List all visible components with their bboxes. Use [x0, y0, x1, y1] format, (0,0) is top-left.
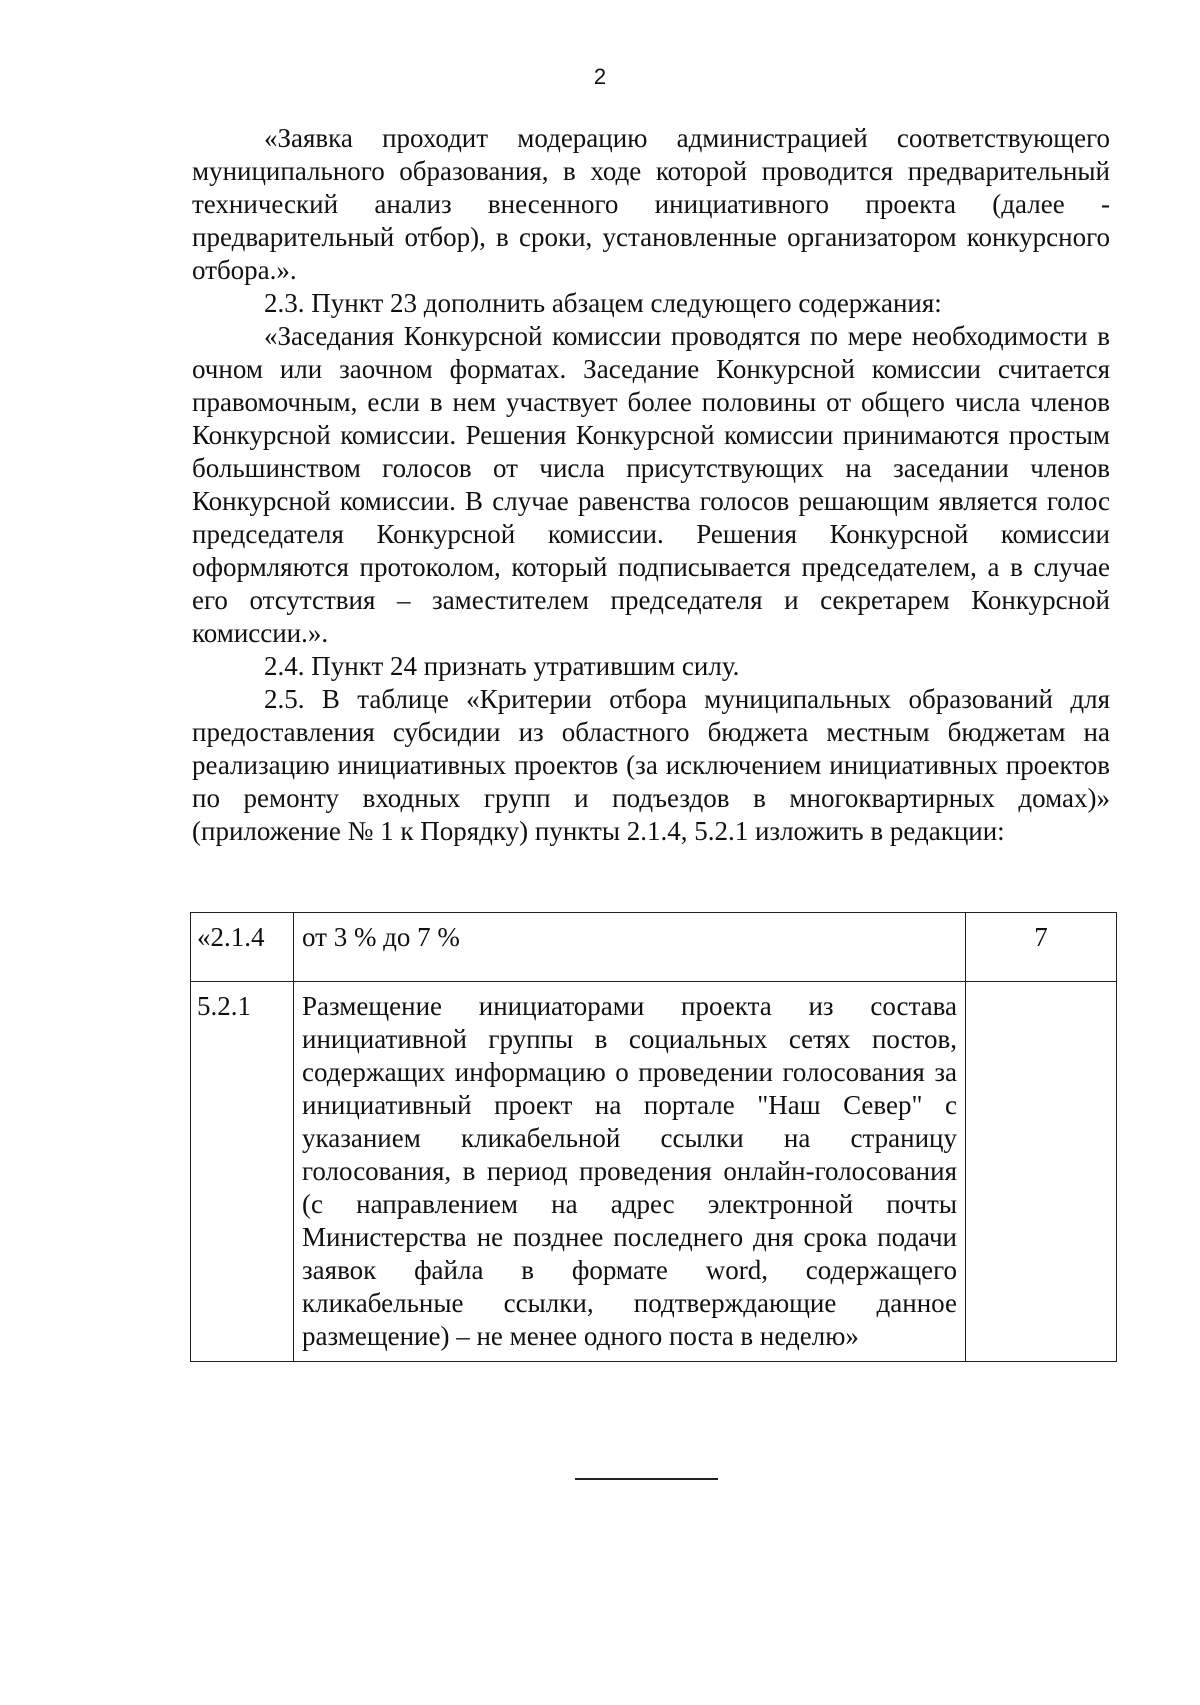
- criterion-text: от 3 % до 7 %: [294, 913, 966, 982]
- paragraph-2-3: 2.3. Пункт 23 дополнить абзацем следующего содержания:: [264, 288, 942, 318]
- table-row: [191, 913, 1117, 982]
- paragraph-2-4: 2.4. Пункт 24 признать утратившим силу.: [264, 651, 740, 681]
- end-of-document-line: [575, 1478, 718, 1480]
- paragraph-application-moderation: «Заявка проходит модерацию администрацией соответствующего муниципального образования, в ходе которой проводится предварительный технический анализ внесенного инициативного проекта (далее - предварительный отбор), в сроки, установленные организатором конкурсного отбора.».: [192, 123, 1110, 285]
- table-row: [191, 982, 1117, 1362]
- criterion-score: [966, 982, 1117, 1362]
- criterion-text: Размещение инициаторами проекта из состава инициативной группы в социальных сетях постов, содержащих информацию о проведении голосования за инициативный проект на портале "Наш Север" с указанием кликабельной ссылки на страницу голосования, в период проведения онлайн-голосования (с направлением на адрес электронной почты Министерства не позднее последнего дня срока подачи заявок файла в формате word, содержащего кликабельные ссылки, подтверждающие данное размещение) – не менее одного поста в неделю»: [294, 982, 966, 1362]
- paragraph-commission-meetings: «Заседания Конкурсной комиссии проводятся по мере необходимости в очном или заочном форматах. Заседание Конкурсной комиссии считается правомочным, если в нем участвует более половины от общего числа членов Конкурсной комиссии. Решения Конкурсной комиссии принимаются простым большинством голосов от числа присутствующих на заседании членов Конкурсной комиссии. В случае равенства голосов решающим является голос председателя Конкурсной комиссии. Решения Конкурсной комиссии оформляются протоколом, который подписывается председателем, а в случае его отсутствия – заместителем председателя и секретарем Конкурсной комиссии.».: [192, 321, 1110, 648]
- criterion-score: 7: [966, 913, 1117, 982]
- page-number: 2: [593, 64, 607, 89]
- criteria-table: [190, 912, 1117, 1362]
- paragraph-2-5: 2.5. В таблице «Критерии отбора муниципальных образований для предоставления субсидии из областного бюджета местным бюджетам на реализацию инициативных проектов (за исключением инициативных проектов по ремонту входных групп и подъездов в многоквартирных домах)» (приложение № 1 к Порядку) пункты 2.1.4, 5.2.1 изложить в редакции:: [192, 684, 1110, 846]
- criterion-code: «2.1.4: [191, 913, 294, 982]
- body-text: [192, 122, 1110, 848]
- criterion-code: 5.2.1: [191, 982, 294, 1362]
